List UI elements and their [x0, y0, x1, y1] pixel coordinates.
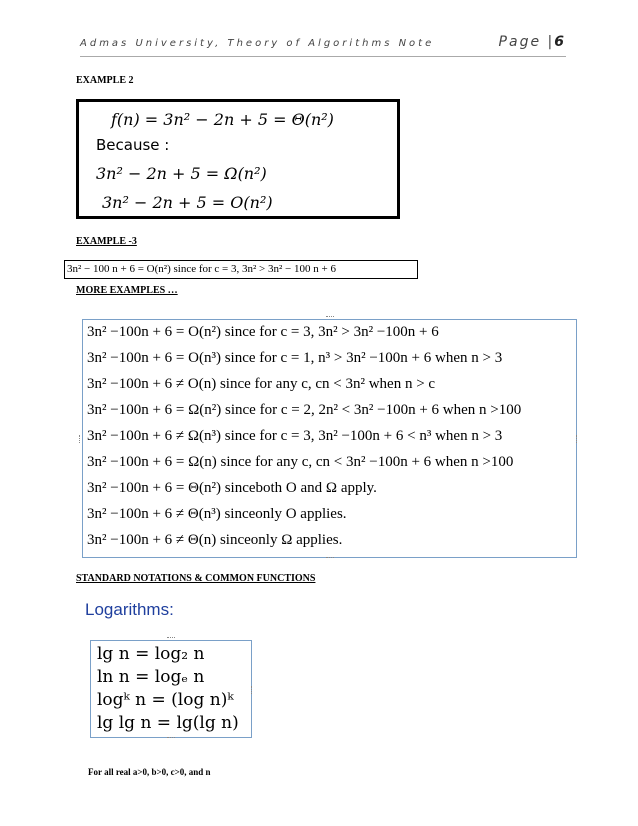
header-title: Admas University, Theory of Algorithms Note	[80, 38, 435, 49]
page-number: 6	[554, 34, 566, 50]
resize-handle-left	[79, 435, 83, 443]
example-row: 3n² −100n + 6 ≠ O(n) since for any c, cn < 3n² when n > c	[87, 376, 436, 392]
log-row: ln n = logₑ n	[97, 667, 205, 687]
log-row: lg n = log₂ n	[97, 644, 205, 664]
example-row: 3n² −100n + 6 = Ω(n) since for any c, cn < 3n² −100n + 6 when n >100	[87, 454, 514, 470]
example-row: 3n² −100n + 6 = Θ(n²) sinceboth O and Ω apply.	[87, 480, 377, 496]
example-row: 3n² −100n + 6 = Ω(n²) since for c = 2, 2n² < 3n² −100n + 6 when n >100	[87, 402, 522, 418]
log-row: lg lg n = lg(lg n)	[97, 713, 239, 733]
example2-line-2: Because :	[96, 136, 170, 154]
example-row: 3n² −100n + 6 ≠ Θ(n) sinceonly Ω applies.	[87, 532, 343, 548]
example2-box	[76, 99, 400, 219]
standard-notations-heading: STANDARD NOTATIONS & COMMON FUNCTIONS	[76, 573, 316, 584]
example-row: 3n² −100n + 6 = O(n³) since for c = 1, n³ > 3n² −100n + 6 when n > 3	[87, 350, 503, 366]
example-row: 3n² −100n + 6 ≠ Ω(n³) since for c = 3, 3n² −100n + 6 < n³ when n > 3	[87, 428, 503, 444]
resize-handle-top	[167, 637, 175, 641]
more-examples-heading: MORE EXAMPLES …	[76, 285, 178, 296]
resize-handle-bottom	[326, 557, 334, 561]
example2-line-4: 3n² − 2n + 5 = O(n²)	[102, 193, 273, 212]
footer-note: For all real a>0, b>0, c>0, and n	[88, 767, 211, 777]
example-row: 3n² −100n + 6 ≠ Θ(n³) sinceonly O applies.	[87, 506, 347, 522]
example3-heading: EXAMPLE -3	[76, 236, 137, 247]
resize-handle-right	[576, 435, 580, 443]
resize-handle-right	[251, 686, 255, 694]
more-examples-box	[82, 319, 577, 558]
log-row: logᵏ n = (log n)ᵏ	[97, 690, 234, 710]
example2-line-3: 3n² − 2n + 5 = Ω(n²)	[96, 164, 267, 183]
example3-formula: 3n² − 100 n + 6 = O(n²) since for c = 3, 3n² > 3n² − 100 n + 6	[64, 260, 418, 279]
header-page-label: Page |	[498, 34, 555, 50]
resize-handle-top	[326, 316, 334, 320]
logarithms-box	[90, 640, 252, 738]
example2-line-1: f(n) = 3n² − 2n + 5 = Θ(n²)	[111, 110, 334, 129]
example2-heading: EXAMPLE 2	[76, 75, 134, 86]
logarithms-title: Logarithms:	[85, 600, 174, 619]
page-header	[80, 36, 566, 57]
resize-handle-bottom	[167, 737, 175, 741]
example-row: 3n² −100n + 6 = O(n²) since for c = 3, 3n² > 3n² −100n + 6	[87, 324, 439, 340]
header-page	[499, 34, 566, 50]
